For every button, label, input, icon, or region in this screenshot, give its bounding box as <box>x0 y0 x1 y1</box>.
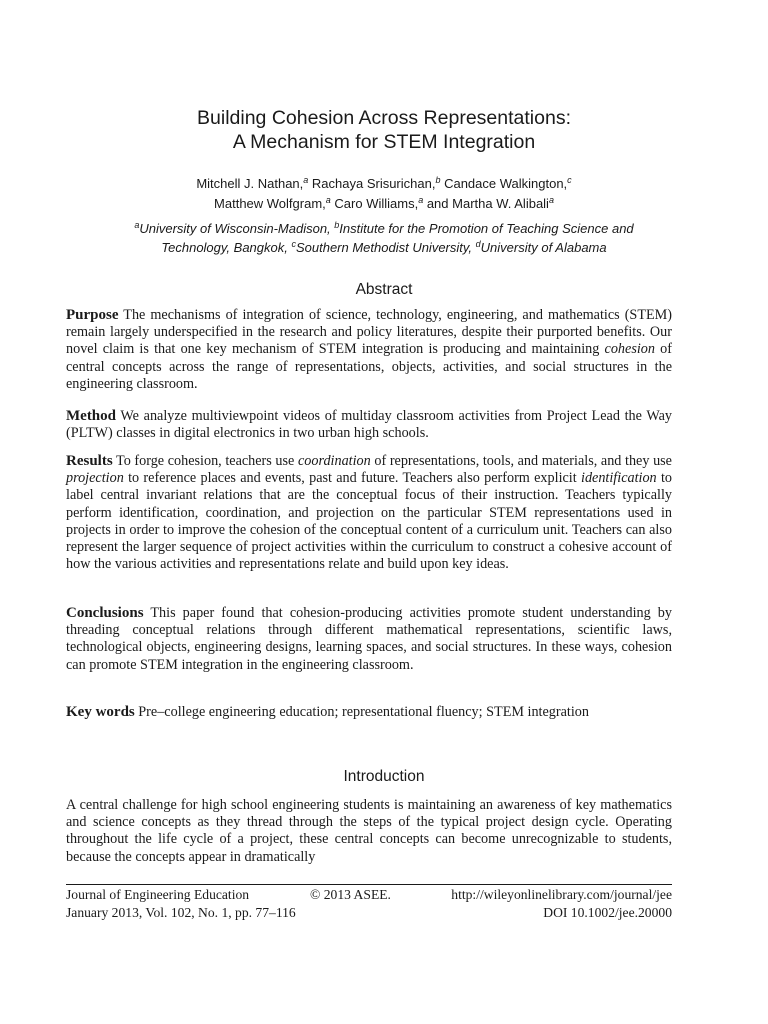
title-line-1: Building Cohesion Across Representations: <box>197 107 571 129</box>
author-name: Matthew Wolfgram, <box>214 196 326 211</box>
results-text: to label central invariant relations that are the conceptual focus of their instruction. Teachers typically perform identification, coordination, and projection on the particular STEM representations used in projects in order to improve the cohesion of the conceptual content of a curriculum unit. Teachers can also represent the larger sequence of project activities within the curriculum to construct a cohesive account of how the various activities and representations relate and build upon key ideas. <box>66 470 672 573</box>
affiliation-text: University of Alabama <box>480 240 607 255</box>
doi: DOI 10.1002/jee.20000 <box>543 905 672 920</box>
author-affil-mark: c <box>567 175 572 185</box>
author-name: Rachaya Srisurichan, <box>308 176 436 191</box>
journal-url: http://wileyonlinelibrary.com/journal/jee <box>451 887 672 902</box>
method-label: Method <box>66 408 116 424</box>
author-affil-mark: a <box>303 175 309 185</box>
results-emphasis: projection <box>66 470 124 487</box>
author-line-1 <box>0 174 768 194</box>
footer-rule <box>66 884 672 885</box>
abstract-heading: Abstract <box>355 281 413 298</box>
author-line-2 <box>0 194 768 214</box>
affil-mark: d <box>475 239 481 249</box>
abstract-purpose <box>66 307 672 393</box>
author-affil-mark: a <box>418 195 424 205</box>
affiliations <box>0 219 768 257</box>
results-emphasis: coordination <box>297 453 371 469</box>
purpose-text: of central concepts across the range of representations, objects, activities, and social structures in the engineering classroom. <box>66 341 672 392</box>
affiliation-text: Institute for the Promotion of Teaching Science and <box>339 221 634 236</box>
abstract-keywords <box>66 704 672 721</box>
keywords-label: Key words <box>66 704 135 720</box>
author-name: Caro Williams, <box>330 196 419 211</box>
affiliation-line-2 <box>0 238 768 257</box>
affil-mark: c <box>291 239 296 249</box>
abstract-method <box>66 408 672 442</box>
purpose-text: The mechanisms of integration of science, technology, engineering, and mathematics (STEM) remain largely underspecified in the research and policy literatures, despite their purported benefits. Our novel claim is that one key mechanism of STEM integration is producing and maintaining <box>66 307 672 358</box>
author-name: Candace Walkington, <box>440 176 568 191</box>
affil-mark: b <box>334 220 340 230</box>
purpose-emphasis: cohesion <box>604 341 655 358</box>
copyright: © 2013 ASEE. <box>310 887 391 902</box>
author-affil-mark: a <box>325 195 331 205</box>
results-text: to reference places and events, past and future. Teachers also perform explicit <box>123 470 581 487</box>
affiliation-line-1 <box>0 219 768 238</box>
results-text: of representations, tools, and materials, and they use <box>370 453 672 469</box>
affil-mark: a <box>134 220 140 230</box>
affiliation-text: Technology, Bangkok, <box>161 240 292 255</box>
author-affil-mark: a <box>548 195 554 205</box>
keywords-text: Pre–college engineering education; representational fluency; STEM integration <box>134 704 589 720</box>
conclusions-label: Conclusions <box>66 605 144 621</box>
conclusions-text: This paper found that cohesion-producing activities promote student understanding by threading conceptual relations through different mathematical representations, scientific laws, technological objects, engineering designs, learning spaces, and social structures. In these ways, cohesion can promote STEM integration in the engineering classroom. <box>66 605 672 673</box>
method-text: We analyze multiviewpoint videos of multiday classroom activities from Project Lead the Way (PLTW) classes in digital electronics in two urban high schools. <box>66 408 672 442</box>
author-affil-mark: b <box>435 175 441 185</box>
abstract-conclusions <box>66 605 672 674</box>
purpose-label: Purpose <box>66 307 119 323</box>
issue-info: January 2013, Vol. 102, No. 1, pp. 77–116 <box>66 905 296 920</box>
affiliation-text: Southern Methodist University, <box>295 240 476 255</box>
abstract-results <box>66 453 672 573</box>
results-text: To forge cohesion, teachers use <box>112 453 298 469</box>
results-label: Results <box>66 453 113 469</box>
introduction-heading: Introduction <box>343 768 425 785</box>
author-name: Mitchell J. Nathan, <box>196 176 304 191</box>
paper-title <box>0 106 768 154</box>
author-list <box>0 174 768 214</box>
title-line-2: A Mechanism for STEM Integration <box>232 131 536 153</box>
introduction-paragraph: A central challenge for high school engineering students is maintaining an awareness of key mathematics and science concepts as they thread through the steps of the typical project design cycle. Operating throughout the life cycle of a project, these central concepts can become unrecognizable to students, because the concepts appear in dramatically <box>66 797 672 865</box>
affiliation-text: University of Wisconsin-Madison, <box>139 221 335 236</box>
author-name: and Martha W. Alibali <box>423 196 549 211</box>
results-emphasis: identification <box>581 470 657 487</box>
journal-name: Journal of Engineering Education <box>66 887 250 902</box>
